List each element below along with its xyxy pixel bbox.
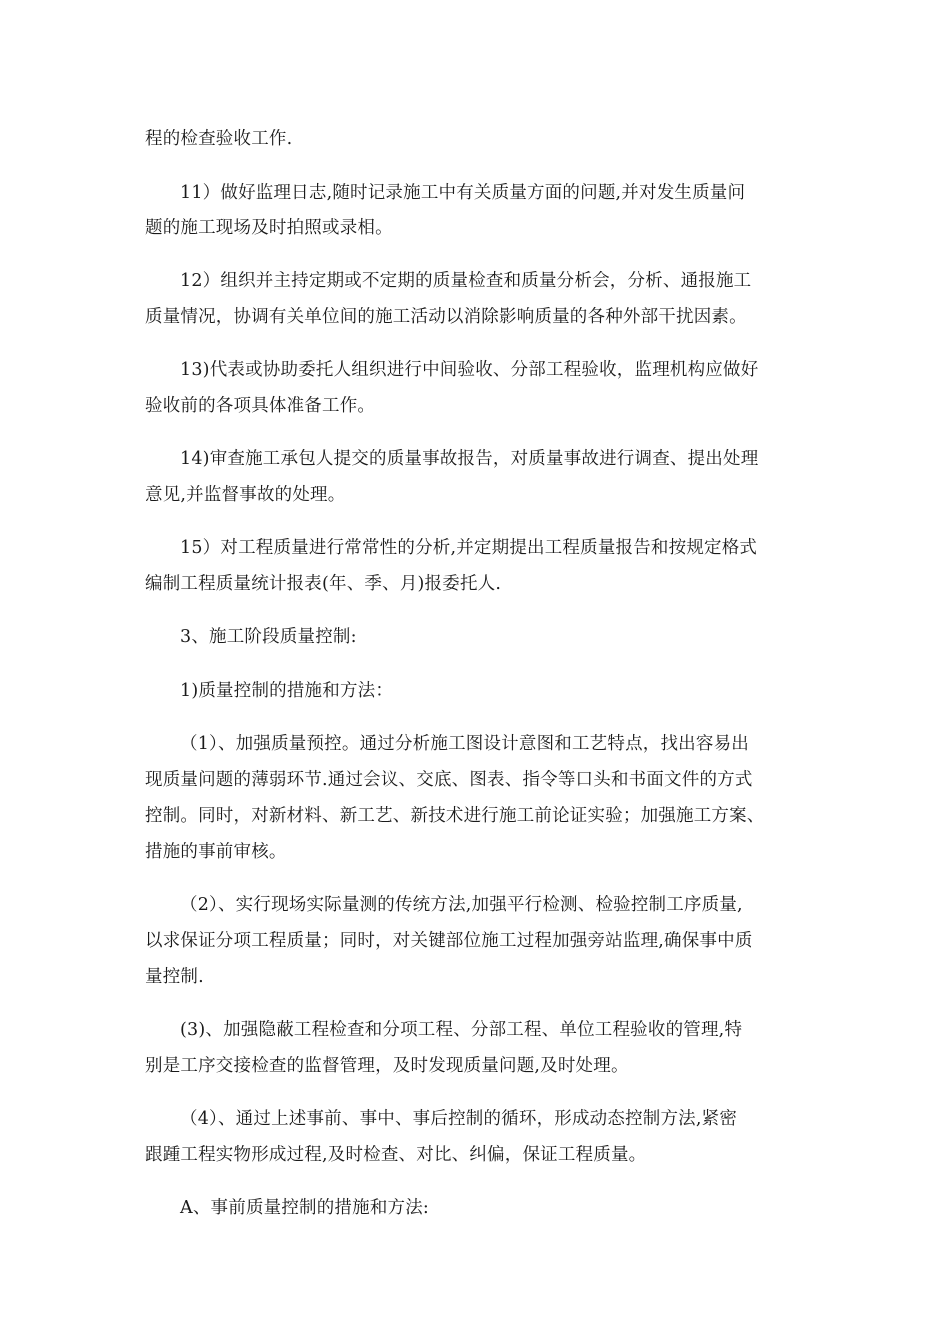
subsection-heading: A、事前质量控制的措施和方法: [180,1198,430,1218]
text-line: 13)代表或协助委托人组织进行中间验收、分部工程验收，监理机构应做好 [180,360,759,380]
text-line: 措施的事前审核。 [145,842,287,862]
text-line: 11）做好监理日志,随时记录施工中有关质量方面的问题,并对发生质量问 [180,183,746,203]
text-line: 控制。同时，对新材料、新工艺、新技术进行施工前论证实验；加强施工方案、 [145,806,765,826]
text-line: 以求保证分项工程质量；同时，对关键部位施工过程加强旁站监理,确保事中质 [145,931,753,951]
text-line: 12）组织并主持定期或不定期的质量检查和质量分析会，分析、通报施工 [180,271,752,291]
text-line: (3)、加强隐蔽工程检查和分项工程、分部工程、单位工程验收的管理,特 [180,1020,743,1040]
text-line: 15）对工程质量进行常常性的分析,并定期提出工程质量报告和按规定格式 [180,538,758,558]
text-line: 程的检查验收工作. [145,129,293,149]
text-line: 14)审查施工承包人提交的质量事故报告，对质量事故进行调查、提出处理 [180,449,759,469]
text-line: 跟踵工程实物形成过程,及时检查、对比、纠偏，保证工程质量。 [145,1145,647,1165]
text-line: 编制工程质量统计报表(年、季、月)报委托人. [145,574,502,594]
text-line: （2）、实行现场实际量测的传统方法,加强平行检测、检验控制工序质量, [180,895,743,915]
text-line: 意见,并监督事故的处理。 [145,485,346,505]
section-heading: 3、施工阶段质量控制: [180,627,357,647]
text-line: 现质量问题的薄弱环节.通过会议、交底、图表、指令等口头和书面文件的方式 [145,770,753,790]
text-line: （4）、通过上述事前、事中、事后控制的循环，形成动态控制方法,紧密 [180,1109,738,1129]
text-line: 验收前的各项具体准备工作。 [145,396,376,416]
subsection-heading: 1)质量控制的措施和方法： [180,681,394,701]
text-line: 量控制. [145,967,204,987]
text-line: （1）、加强质量预控。通过分析施工图设计意图和工艺特点，找出容易出 [180,734,749,754]
text-line: 题的施工现场及时拍照或录相。 [145,218,393,238]
text-line: 质量情况，协调有关单位间的施工活动以消除影响质量的各种外部干扰因素。 [145,307,747,327]
text-line: 别是工序交接检查的监督管理，及时发现质量问题,及时处理。 [145,1056,629,1076]
